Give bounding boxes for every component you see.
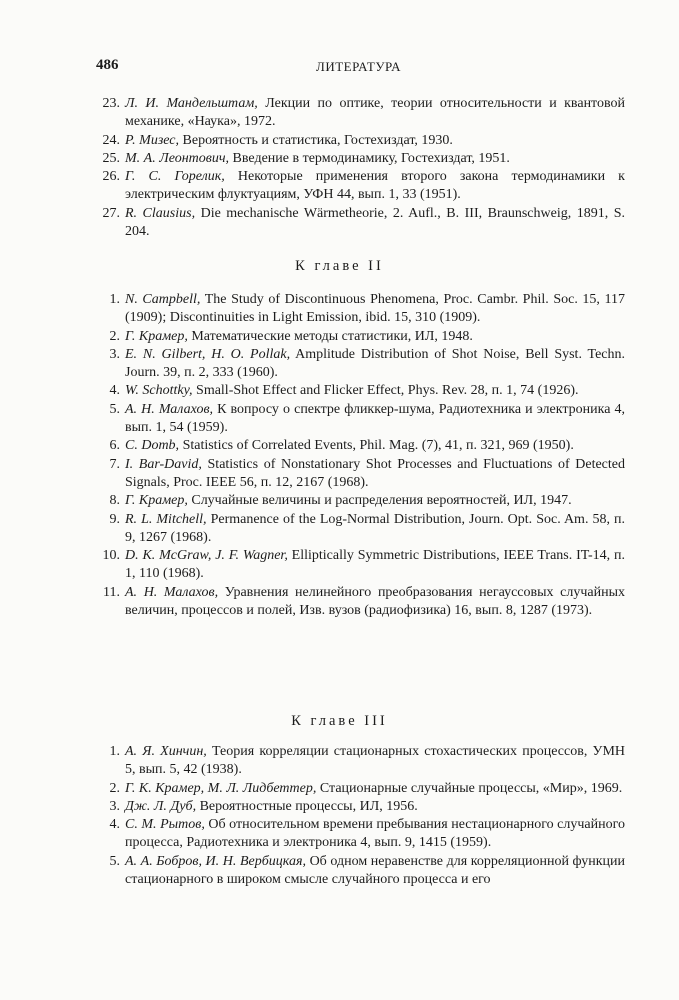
reference-text: Small-Shot Effect and Flicker Effect, Phys. Rev. 28, п. 1, 74 (1926).: [192, 383, 579, 399]
reference-item: [0, 547, 625, 584]
reference-number: 27.: [102, 205, 120, 221]
page-number: 486: [96, 57, 119, 73]
reference-text: Statistics of Correlated Events, Phil. Mag. (7), 41, п. 321, 969 (1950).: [179, 438, 574, 454]
reference-authors: Л. И. Мандельштам,: [125, 96, 258, 111]
section-heading-chapter-2: К главе II: [295, 258, 384, 274]
reference-number: 1.: [109, 292, 120, 307]
reference-text: Об относительном времени пребывания нестационарного случайного процесса, Радиотехника и электроника 4, вып. 9, 1415 (1959).: [125, 817, 625, 851]
reference-item: [0, 168, 625, 205]
running-head: ЛИТЕРАТУРА: [316, 59, 401, 74]
reference-text: Permanence of the Log-Normal Distribution, Journ. Opt. Soc. Am. 58, п. 9, 1267 (1968).: [125, 511, 625, 545]
reference-item: [0, 291, 625, 328]
reference-item: [0, 382, 625, 400]
reference-text: Стационарные случайные процессы, «Мир», 1969.: [316, 780, 623, 796]
reference-item: [0, 346, 625, 383]
reference-item: [0, 205, 625, 242]
reference-number: 24.: [102, 132, 120, 148]
reference-authors: R. Clausius,: [125, 205, 196, 221]
reference-number: 23.: [102, 96, 120, 111]
reference-text: Об одном неравенстве для корреляционной функции стационарного в широком смысле случайного процесса и его: [125, 853, 626, 888]
reference-number: 2.: [109, 780, 120, 796]
reference-authors: Дж. Л. Дуб,: [125, 798, 197, 814]
reference-item: [0, 798, 625, 816]
reference-text: Некоторые применения второго закона термодинамики к электрическим флуктуациям, УФН 44, вып. 1, 33 (1951).: [125, 169, 625, 203]
reference-number: 5.: [109, 401, 120, 417]
reference-authors: А. Н. Малахов,: [125, 584, 219, 600]
reference-item: [0, 456, 625, 493]
reference-item: [0, 816, 625, 853]
reference-list-chapter-3: [0, 743, 679, 889]
reference-text: Amplitude Distribution of Shot Noise, Bell Syst. Techn. Journ. 39, п. 2, 333 (1960).: [125, 346, 625, 381]
reference-item: [0, 780, 625, 798]
reference-text: Теория корреляции стационарных стохастических процессов, УМН 5, вып. 5, 42 (1938).: [125, 744, 625, 778]
reference-authors: D. K. McGraw, J. F. Wagner,: [125, 548, 288, 564]
reference-item: [0, 328, 625, 346]
reference-number: 3.: [109, 798, 120, 814]
reference-item: [0, 853, 625, 890]
reference-authors: Р. Мизес,: [125, 132, 180, 148]
reference-authors: А. А. Бобров, И. Н. Вербицкая,: [125, 853, 306, 869]
reference-text: Уравнения нелинейного преобразования негауссовых случайных величин, процессов и полей, Изв. вузов (радиофизика) 16, вып. 8, 1287 (1973).: [125, 584, 626, 619]
reference-text: Statistics of Nonstationary Shot Processes and Fluctuations of Detected Signals, Proc. IEEE 56, п. 12, 2167 (1968).: [125, 456, 625, 490]
reference-authors: E. N. Gilbert, H. O. Pollak,: [125, 346, 291, 362]
reference-number: 26.: [102, 169, 120, 185]
reference-item: [0, 511, 625, 548]
reference-authors: C. Domb,: [125, 438, 180, 454]
reference-authors: N. Campbell,: [125, 292, 201, 307]
reference-item: [0, 437, 625, 455]
reference-authors: Г. С. Горелик,: [125, 169, 225, 185]
reference-authors: М. А. Леонтович,: [125, 150, 230, 166]
reference-number: 9.: [109, 511, 120, 527]
reference-number: 10.: [102, 548, 120, 564]
reference-list-chapter-2: [0, 291, 679, 620]
reference-text: Случайные величины и распределения вероятностей, ИЛ, 1947.: [187, 493, 572, 509]
reference-number: 25.: [102, 150, 120, 166]
reference-item: [0, 95, 625, 132]
reference-authors: W. Schottky,: [125, 383, 193, 399]
reference-text: Вероятность и статистика, Гостехиздат, 1930.: [179, 132, 453, 148]
reference-authors: Г. Крамер,: [125, 493, 188, 509]
reference-number: 6.: [109, 438, 120, 454]
reference-text: The Study of Discontinuous Phenomena, Proc. Cambr. Phil. Soc. 15, 117 (1909); Discontinuities in Light Emission, ibid. 15, 310 (1909).: [125, 292, 625, 326]
section-heading-chapter-3: К главе III: [291, 713, 388, 729]
reference-item: [0, 492, 625, 510]
reference-number: 3.: [109, 346, 120, 362]
reference-item: [0, 584, 625, 621]
reference-list-top: [0, 95, 679, 241]
reference-authors: С. М. Рытов,: [125, 817, 205, 833]
reference-item: [0, 401, 625, 438]
reference-text: Elliptically Symmetric Distributions, IEEE Trans. IT-14, п. 1, 110 (1968).: [125, 548, 625, 582]
reference-text: Die mechanische Wärmetheorie, 2. Aufl., B. III, Braunschweig, 1891, S. 204.: [125, 205, 625, 240]
reference-text: Вероятностные процессы, ИЛ, 1956.: [196, 798, 418, 814]
reference-authors: А. Я. Хинчин,: [125, 744, 207, 759]
reference-number: 4.: [109, 817, 120, 833]
reference-text: Введение в термодинамику, Гостехиздат, 1951.: [229, 150, 510, 166]
reference-item: [0, 132, 625, 150]
reference-text: Математические методы статистики, ИЛ, 1948.: [187, 328, 473, 344]
reference-number: 5.: [109, 853, 120, 869]
reference-number: 2.: [109, 328, 120, 344]
reference-number: 8.: [109, 493, 120, 509]
reference-authors: А. Н. Малахов,: [125, 401, 214, 417]
reference-authors: Г. К. Крамер, М. Л. Лидбеттер,: [125, 780, 317, 796]
reference-authors: Г. Крамер,: [125, 328, 188, 344]
reference-number: 11.: [103, 584, 120, 600]
reference-number: 4.: [109, 383, 120, 399]
reference-item: [0, 743, 625, 780]
reference-authors: R. L. Mitchell,: [125, 511, 207, 527]
reference-item: [0, 150, 625, 168]
reference-text: Лекции по оптике, теории относительности и квантовой механике, «Наука», 1972.: [125, 96, 626, 130]
reference-text: К вопросу о спектре фликкер-шума, Радиотехника и электроника 4, вып. 1, 54 (1959).: [125, 401, 626, 436]
reference-number: 7.: [109, 456, 120, 472]
reference-authors: I. Bar-David,: [125, 456, 202, 472]
reference-number: 1.: [109, 744, 120, 759]
